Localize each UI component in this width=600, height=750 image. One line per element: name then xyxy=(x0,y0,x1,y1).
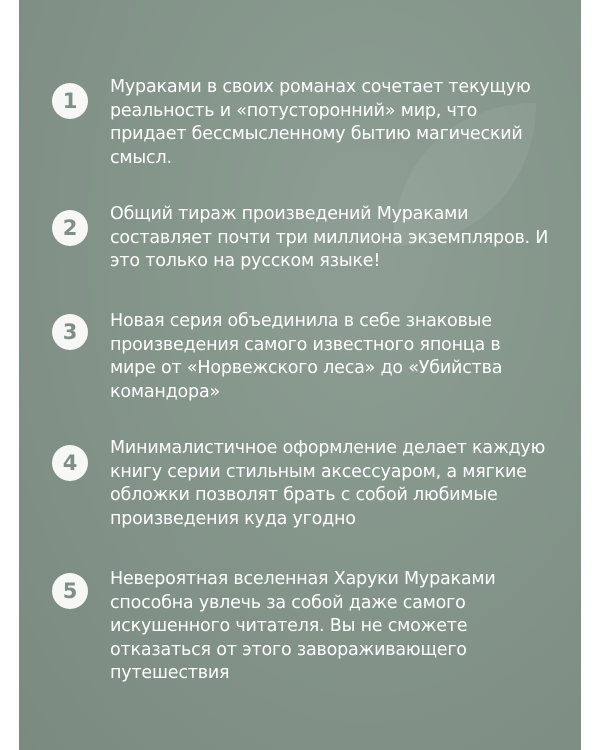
number-badge: 1 xyxy=(52,83,88,119)
feature-text: Мураками в своих романах сочетает текущую реальность и «потусторонний» мир, что придает бессмысленному бытию магический смысл. xyxy=(110,77,531,168)
number-badge: 2 xyxy=(52,210,88,246)
number-badge: 4 xyxy=(52,445,88,481)
feature-text: Новая серия объединила в себе знаковые произведения самого известного японца в мире от «Норвежского леса» до «Убийства командора» xyxy=(110,311,503,402)
number-badge: 3 xyxy=(52,314,88,350)
feature-text: Общий тираж произведений Мураками составляет почти три миллиона экземпляров. И это только на русском языке! xyxy=(110,204,549,271)
feature-text: Невероятная вселенная Харуки Мураками способна увлечь за собой даже самого искушенного читателя. Вы не сможете отказаться от этого завораживающего путешествия xyxy=(110,569,496,683)
feature-card xyxy=(19,0,581,750)
feature-text: Минималистичное оформление делает каждую книгу серии стильным аксессуаром, а мягкие обложки позволят брать с собой любимые произведения куда угодно xyxy=(110,438,546,529)
number-badge: 5 xyxy=(52,573,88,609)
